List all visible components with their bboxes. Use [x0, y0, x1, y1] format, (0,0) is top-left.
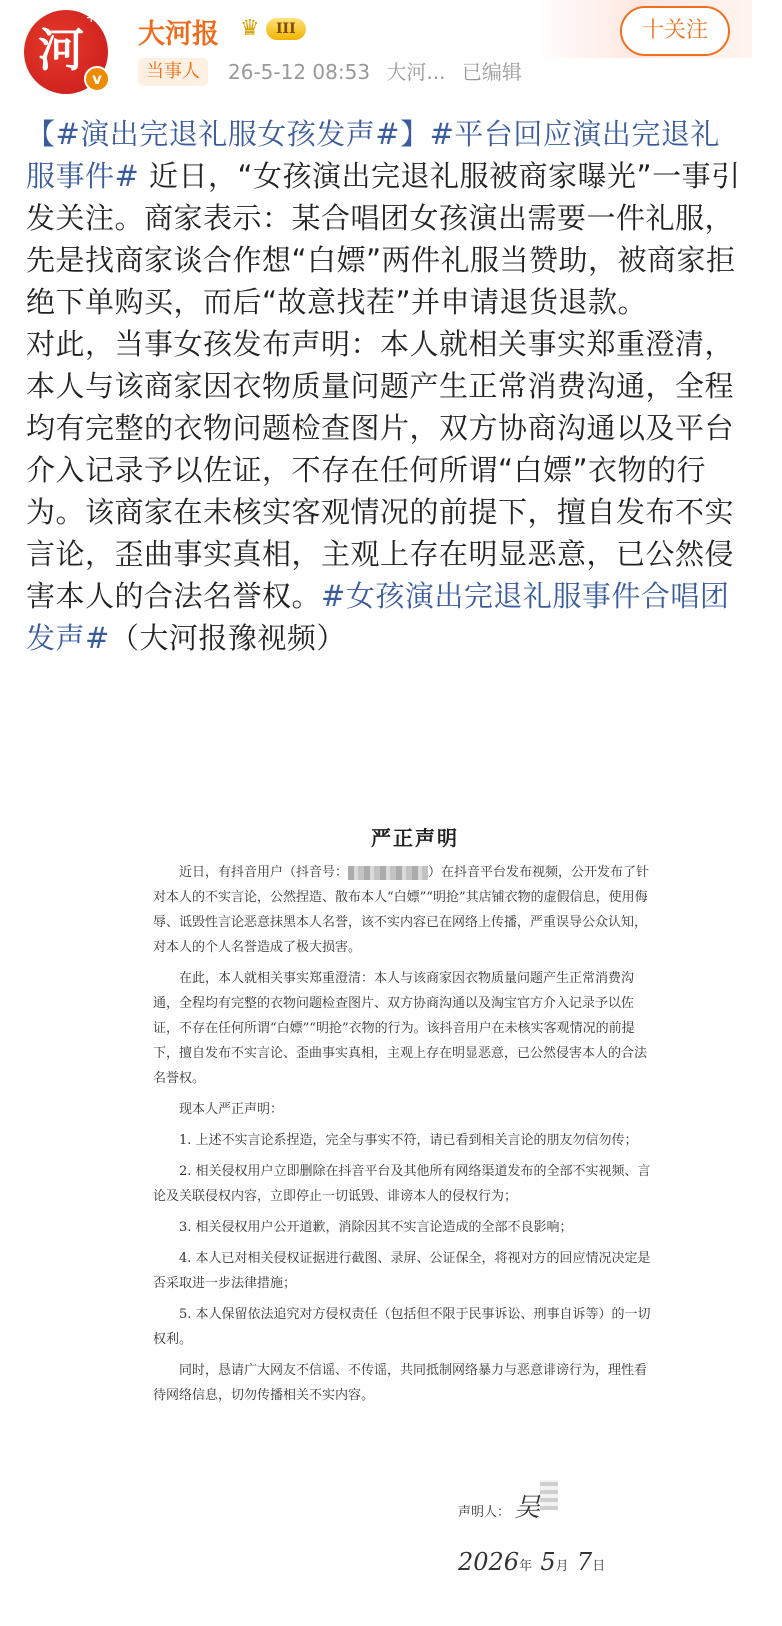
date-unit: 月 — [555, 1559, 569, 1574]
date-unit: 日 — [592, 1559, 606, 1574]
post-paragraph-2 — [26, 323, 748, 659]
redacted-signature — [540, 1480, 558, 1510]
statement-title: 严正声明 — [371, 826, 459, 850]
hashtag-link[interactable]: #平台回应演出完退礼服事件# — [26, 117, 720, 193]
account-name[interactable]: 大河报 — [138, 19, 219, 50]
statement-paragraph: 同时，恳请广大网友不信谣、不传谣，共同抵制网络暴力与恶意诽谤行为，理性看待网络信息，切勿传播相关不实内容。 — [153, 1363, 648, 1403]
verified-icon: v — [84, 66, 110, 92]
date-day: 7 — [576, 1548, 593, 1576]
statement-item: 4. 本人已对相关侵权证据进行截图、录屏、公证保全，将视对方的回应情况决定是否采取进一步法律措施； — [153, 1251, 651, 1291]
statement-paragraph — [153, 860, 653, 960]
post-source[interactable]: 大河... — [386, 60, 446, 84]
post-paragraph-1 — [26, 113, 748, 323]
redacted-id — [348, 866, 428, 880]
statement-date — [458, 1548, 605, 1576]
post-meta — [228, 58, 532, 86]
statement-paragraph: 在此，本人就相关事实郑重澄清：本人与该商家因衣物质量问题产生正常消费沟通，全程均有完整的衣物问题检查图片、双方协商沟通以及淘宝官方介入记录予以佐证，不存在任何所谓“白嫖”“明抢”衣物的行为。该抖音用户在未核实客观情况的前提下，擅自发布不实言论、歪曲事实真相，主观上存在明显恶意，已公然侵害本人的合法名誉权。 — [153, 971, 648, 1086]
role-tag: 当事人 — [138, 58, 208, 86]
avatar-logo: 河 — [38, 23, 84, 77]
date-year: 2026 — [458, 1548, 520, 1576]
statement-item: 5. 本人保留依法追究对方侵权责任（包括但不限于民事诉讼、刑事自诉等）的一切权利。 — [153, 1307, 651, 1347]
signature — [458, 1487, 540, 1524]
level-label: III — [266, 18, 306, 40]
statement-image[interactable] — [120, 790, 710, 1620]
signer-handwriting: 吴 — [514, 1493, 541, 1523]
date-month: 5 — [540, 1548, 556, 1576]
statement-item: 1. 上述不实言论系捏造，完全与事实不符，请已看到相关言论的朋友勿信勿传； — [179, 1133, 638, 1148]
hashtag-link[interactable]: 【#演出完退礼服女孩发声#】 — [26, 117, 430, 151]
post-time: 26-5-12 08:53 — [228, 60, 371, 84]
statement-text: ）在抖音平台发布视频，公开发布了针对本人的不实言论，公然捏造、散布本人“白嫖”“明抢”其店铺衣物的虚假信息，使用侮辱、诋毁性言论恶意抹黑本人名誉，该不实内容已在网络上传播，严重误导公众认知，对本人的个人名誉造成了极大损害。 — [153, 865, 650, 955]
statement-item: 3. 相关侵权用户公开道歉，消除因其不实言论造成的全部不良影响； — [179, 1220, 573, 1235]
statement-text: 近日，有抖音用户（抖音号： — [179, 865, 349, 880]
date-unit: 年 — [519, 1559, 533, 1574]
post-text-segment: （大河报豫视频） — [109, 621, 346, 655]
post-text-segment: 近日，“女孩演出完退礼服被商家曝光”一事引发关注。商家表示：某合唱团女孩演出需要一件礼服，先是找商家谈合作想“白嫖”两件礼服当赞助，被商家拒绝下单购买，而后“故意找茬”并申请退货退款。 — [26, 159, 741, 319]
signer-label: 声明人： — [458, 1505, 511, 1520]
follow-button[interactable]: 十关注 — [620, 6, 730, 56]
post-header — [0, 0, 782, 100]
post-text-segment: 对此，当事女孩发布声明：本人就相关事实郑重澄清，本人与该商家因衣物质量问题产生正常消费沟通，全程均有完整的衣物问题检查图片，双方协商沟通以及平台介入记录予以佐证，不存在任何所谓“白嫖”衣物的行为。该商家在未核实客观情况的前提下，擅自发布不实言论，歪曲事实真相，主观上存在明显恶意，已公然侵害本人的合法名誉权。 — [26, 327, 735, 613]
hashtag-link[interactable]: #女孩演出完退礼服事件合唱团发声# — [26, 579, 730, 655]
avatar-plus-badge: +1 — [85, 10, 106, 26]
post-text — [26, 113, 748, 659]
statement-paragraph: 现本人严正声明： — [179, 1102, 284, 1117]
statement-item: 2. 相关侵权用户立即删除在抖音平台及其他所有网络渠道发布的全部不实视频、言论及关联侵权内容，立即停止一切诋毁、诽谤本人的侵权行为； — [153, 1164, 651, 1204]
level-badge[interactable] — [240, 14, 316, 44]
crown-icon: ♛ — [240, 16, 260, 41]
edited-label: 已编辑 — [461, 60, 522, 84]
statement-body — [153, 860, 653, 1414]
